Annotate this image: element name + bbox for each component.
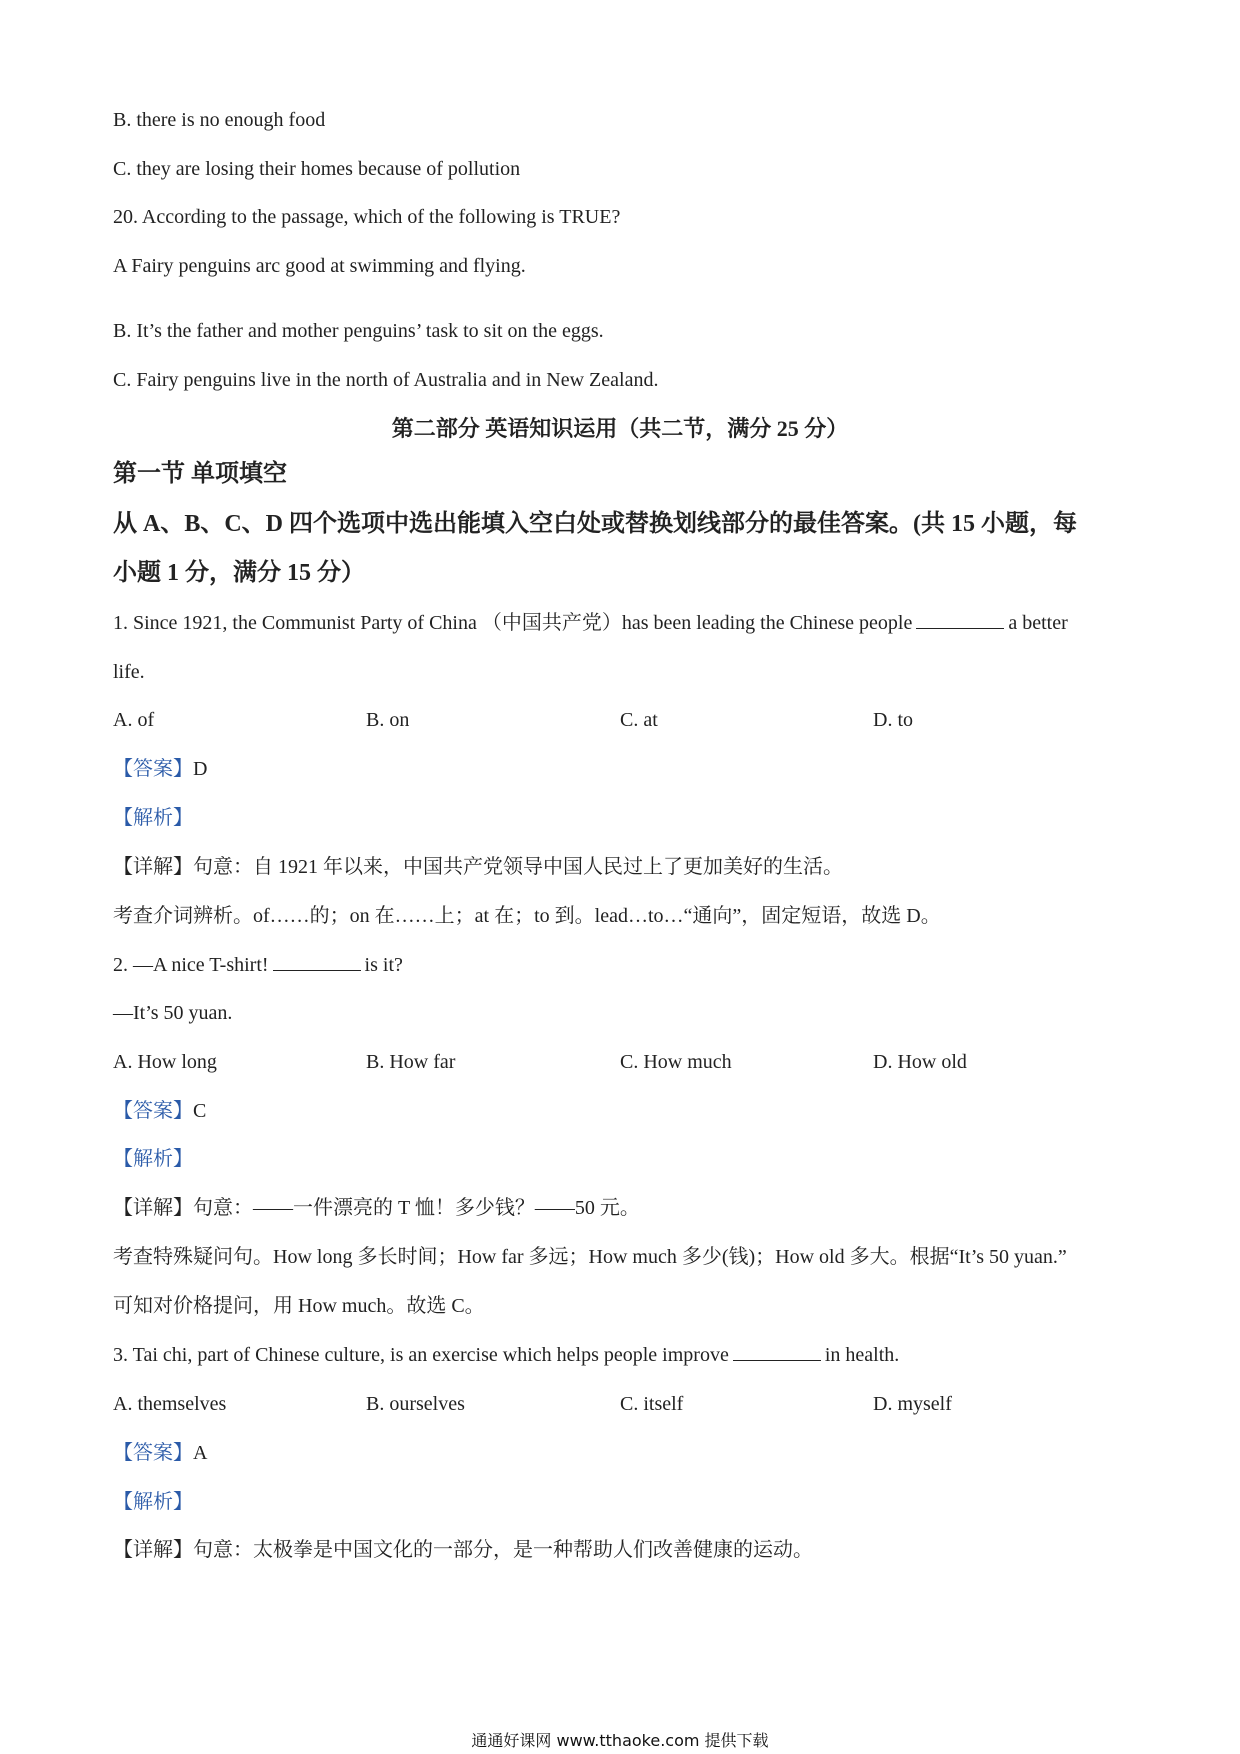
question-3-option-d: D. myself bbox=[873, 1393, 952, 1415]
option-c-prev: C. they are losing their homes because of pollution bbox=[113, 158, 521, 180]
question-2-explain: 考查特殊疑问句。How long 多长时间；How far 多远；How much 多少(钱)；How old 多大。根据“It’s 50 yuan.” bbox=[113, 1246, 1067, 1268]
answer-value: D bbox=[193, 758, 208, 780]
option-b-prev: B. there is no enough food bbox=[113, 109, 326, 131]
answer-label: 【答案】 bbox=[113, 758, 193, 780]
question-2-option-d: D. How old bbox=[873, 1051, 967, 1073]
question-1-stem-a: 1. Since 1921, the Communist Party of China （中国共产党）has been leading the Chinese people bbox=[113, 612, 913, 634]
instruction-line-1: 从 A、B、C、D 四个选项中选出能填入空白处或替换划线部分的最佳答案。(共 15 小题，每 bbox=[113, 511, 1077, 537]
question-2-option-b: B. How far bbox=[366, 1051, 456, 1073]
question-3-option-c: C. itself bbox=[620, 1393, 684, 1415]
question-2-option-c: C. How much bbox=[620, 1051, 732, 1073]
answer-blank bbox=[733, 1342, 821, 1361]
question-2-stem bbox=[113, 951, 403, 979]
question-3-analysis-label: 【解析】 bbox=[113, 1491, 193, 1513]
question-3-answer bbox=[113, 1439, 207, 1467]
question-1-option-b: B. on bbox=[366, 709, 410, 731]
instruction-line-2: 小题 1 分，满分 15 分） bbox=[113, 560, 365, 586]
question-2-reply: —It’s 50 yuan. bbox=[113, 1002, 233, 1024]
answer-label: 【答案】 bbox=[113, 1100, 193, 1122]
answer-blank bbox=[916, 610, 1004, 629]
question-1-stem-cont: life. bbox=[113, 661, 145, 683]
question-1-answer bbox=[113, 755, 207, 783]
question-1-stem-b: a better bbox=[1008, 612, 1068, 634]
question-2-answer bbox=[113, 1097, 206, 1125]
question-3-option-b: B. ourselves bbox=[366, 1393, 465, 1415]
question-20-option-b: B. It’s the father and mother penguins’ task to sit on the eggs. bbox=[113, 320, 604, 342]
question-1-analysis-label: 【解析】 bbox=[113, 807, 193, 829]
question-1-option-a: A. of bbox=[113, 709, 155, 731]
question-20-option-a: A Fairy penguins arc good at swimming and flying. bbox=[113, 255, 526, 277]
question-1-stem bbox=[113, 609, 1068, 637]
answer-value: C bbox=[193, 1100, 207, 1122]
question-3-stem-a: 3. Tai chi, part of Chinese culture, is an exercise which helps people improve bbox=[113, 1344, 729, 1366]
question-2-stem-a: 2. —A nice T-shirt! bbox=[113, 954, 269, 976]
question-20: 20. According to the passage, which of the following is TRUE? bbox=[113, 206, 621, 228]
section1-title: 第一节 单项填空 bbox=[113, 461, 287, 487]
question-1-option-c: C. at bbox=[620, 709, 658, 731]
page-footer: 通通好课网 www.tthaoke.com 提供下载 bbox=[471, 1731, 769, 1750]
question-2-analysis-label: 【解析】 bbox=[113, 1148, 193, 1170]
question-2-detail: 【详解】句意：——一件漂亮的 T 恤！多少钱？——50 元。 bbox=[113, 1197, 640, 1219]
question-3-detail: 【详解】句意：太极拳是中国文化的一部分，是一种帮助人们改善健康的运动。 bbox=[113, 1539, 813, 1561]
answer-value: A bbox=[193, 1442, 208, 1464]
answer-blank bbox=[273, 952, 361, 971]
question-2-explain-cont: 可知对价格提问，用 How much。故选 C。 bbox=[113, 1295, 485, 1317]
question-3-option-a: A. themselves bbox=[113, 1393, 227, 1415]
part2-title: 第二部分 英语知识运用（共二节，满分 25 分） bbox=[391, 416, 849, 441]
question-3-stem-b: in health. bbox=[824, 1344, 900, 1366]
question-3-stem bbox=[113, 1341, 899, 1369]
question-1-detail: 【详解】句意：自 1921 年以来，中国共产党领导中国人民过上了更加美好的生活。 bbox=[113, 856, 843, 878]
question-2-stem-b: is it? bbox=[364, 954, 403, 976]
question-20-option-c: C. Fairy penguins live in the north of Australia and in New Zealand. bbox=[113, 369, 659, 391]
question-1-option-d: D. to bbox=[873, 709, 913, 731]
question-2-option-a: A. How long bbox=[113, 1051, 217, 1073]
question-1-explain: 考查介词辨析。of……的；on 在……上；at 在；to 到。lead…to…“通向”，固定短语，故选 D。 bbox=[113, 905, 941, 927]
answer-label: 【答案】 bbox=[113, 1442, 193, 1464]
